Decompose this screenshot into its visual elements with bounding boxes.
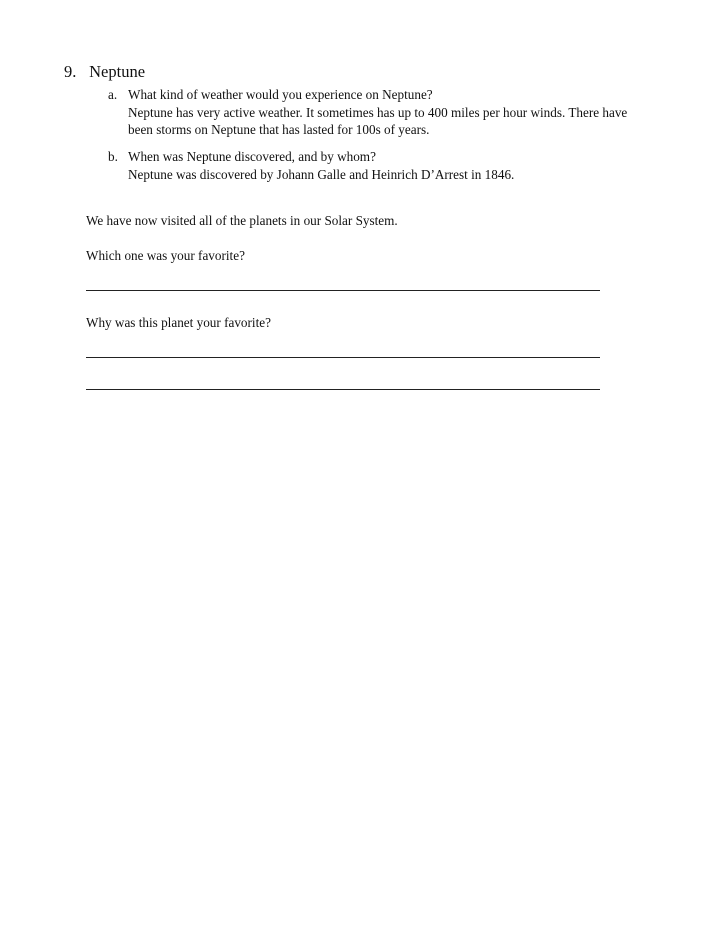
question-marker: a. [108, 87, 118, 102]
section-title: Neptune [89, 62, 146, 81]
why-prompt: Why was this planet your favorite? [86, 315, 271, 330]
answer-text-line: Neptune was discovered by Johann Galle and Heinrich D’Arrest in 1846. [128, 166, 515, 182]
visited-statement: We have now visited all of the planets in our Solar System. [86, 213, 398, 228]
section-heading [64, 62, 145, 82]
question-marker: b. [108, 149, 118, 164]
section-number: 9. [64, 62, 77, 81]
why-answer-blank-1[interactable] [86, 357, 600, 358]
why-answer-blank-2[interactable] [86, 389, 600, 390]
question-text: When was Neptune discovered, and by whom? [128, 149, 376, 164]
question-text: What kind of weather would you experience on Neptune? [128, 87, 433, 102]
answer-text-line: Neptune has very active weather. It sometimes has up to 400 miles per hour winds. There have [128, 104, 628, 120]
favorite-prompt: Which one was your favorite? [86, 248, 245, 263]
favorite-answer-blank[interactable] [86, 290, 600, 291]
question-item-b [108, 148, 688, 183]
question-item-a [108, 86, 688, 139]
answer-text-line: been storms on Neptune that has lasted for 100s of years. [128, 122, 430, 137]
